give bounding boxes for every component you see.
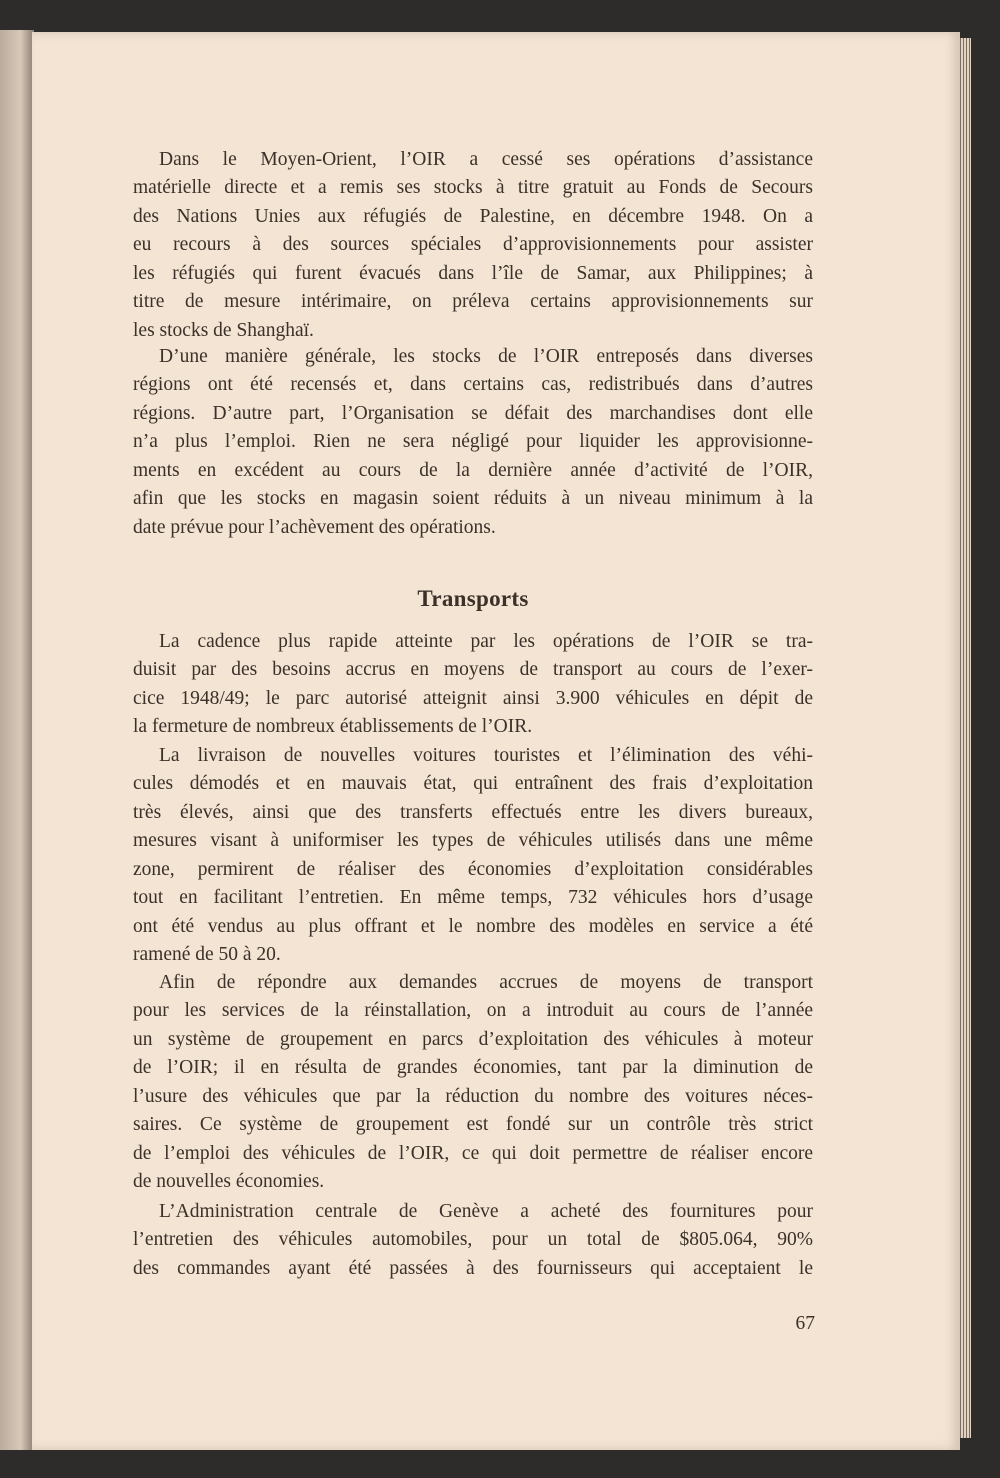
- text-line: l’entretien des véhicules automobiles, pour un total de $805.064, 90%: [133, 1229, 813, 1251]
- page-number: 67: [795, 1313, 815, 1334]
- text-line: les réfugiés qui furent évacués dans l’île de Samar, aux Philippines; à: [133, 262, 813, 284]
- text-line: tout en facilitant l’entretien. En même temps, 732 véhicules hors d’usage: [133, 887, 813, 909]
- text-line: les stocks de Shanghaï.: [133, 319, 314, 341]
- paragraph-geneva-purchases: [133, 1198, 813, 1283]
- text-line: duisit par des besoins accrus en moyens de transport au cours de l’exer-: [133, 659, 813, 681]
- text-line: afin que les stocks en magasin soient réduits à un niveau minimum à la: [133, 488, 813, 510]
- text-line: ramené de 50 à 20.: [133, 944, 281, 966]
- text-line: Dans le Moyen-Orient, l’OIR a cessé ses opérations d’assistance: [159, 149, 813, 170]
- paragraph-stocks: [133, 343, 813, 542]
- text-line: la fermeture de nombreux établissements de l’OIR.: [133, 716, 533, 738]
- text-line: ont été vendus au plus offrant et le nombre des modèles en service a été: [133, 915, 813, 937]
- text-line: très élevés, ainsi que des transferts effectués entre les divers bureaux,: [133, 801, 813, 823]
- text-line: L’Administration centrale de Genève a acheté des fournitures pour: [159, 1201, 813, 1222]
- text-line: de l’emploi des véhicules de l’OIR, ce qui doit permettre de réaliser encore: [133, 1142, 813, 1164]
- facing-page-edge: [0, 30, 34, 1450]
- text-line: des commandes ayant été passées à des fournisseurs qui acceptaient le: [133, 1257, 813, 1279]
- text-line: de nouvelles économies.: [133, 1171, 325, 1193]
- text-line: saires. Ce système de groupement est fondé sur un contrôle très strict: [133, 1114, 813, 1136]
- text-line: n’a plus l’emploi. Rien ne sera négligé pour liquider les approvisionne-: [133, 431, 813, 453]
- text-line: l’usure des véhicules que par la réduction du nombre des voitures néces-: [133, 1085, 813, 1107]
- text-line: D’une manière générale, les stocks de l’OIR entreposés dans diverses: [159, 346, 813, 367]
- paragraph-vehicle-delivery: [133, 742, 813, 970]
- text-line: cice 1948/49; le parc autorisé atteignit ainsi 3.900 véhicules en dépit de: [133, 687, 813, 709]
- paragraph-vehicle-pools: [133, 969, 813, 1197]
- text-line: titre de mesure intérimaire, on préleva certains approvisionnements sur: [133, 291, 813, 313]
- text-line: La livraison de nouvelles voitures touristes et l’élimination des véhi-: [159, 745, 813, 766]
- text-line: mesures visant à uniformiser les types de véhicules utilisés dans une même: [133, 830, 813, 852]
- text-line: zone, permirent de réaliser des économies d’exploitation considérables: [133, 858, 813, 880]
- text-line: cules démodés et en mauvais état, qui entraînent des frais d’exploitation: [133, 773, 813, 795]
- text-line: date prévue pour l’achèvement des opérations.: [133, 516, 496, 538]
- text-line: La cadence plus rapide atteinte par les opérations de l’OIR se tra-: [159, 631, 813, 652]
- text-line: matérielle directe et a remis ses stocks à titre gratuit au Fonds de Secours: [133, 177, 813, 199]
- text-line: eu recours à des sources spéciales d’approvisionnements pour assister: [133, 234, 813, 256]
- section-heading: Transports: [417, 586, 529, 611]
- text-line: régions ont été recensés et, dans certains cas, redistribués dans d’autres: [133, 374, 813, 396]
- text-line: pour les services de la réinstallation, on a introduit au cours de l’année: [133, 1000, 813, 1022]
- text-line: un système de groupement en parcs d’exploitation des véhicules à moteur: [133, 1028, 813, 1050]
- text-line: régions. D’autre part, l’Organisation se défait des marchandises dont elle: [133, 402, 813, 424]
- paragraph-middle-east: [133, 146, 813, 345]
- paragraph-transport-cadence: [133, 628, 813, 742]
- text-line: des Nations Unies aux réfugiés de Palestine, en décembre 1948. On a: [133, 205, 813, 227]
- text-line: Afin de répondre aux demandes accrues de moyens de transport: [159, 972, 813, 993]
- text-line: de l’OIR; il en résulta de grandes économies, tant par la diminution de: [133, 1057, 813, 1079]
- text-line: ments en excédent au cours de la dernière année d’activité de l’OIR,: [133, 459, 813, 481]
